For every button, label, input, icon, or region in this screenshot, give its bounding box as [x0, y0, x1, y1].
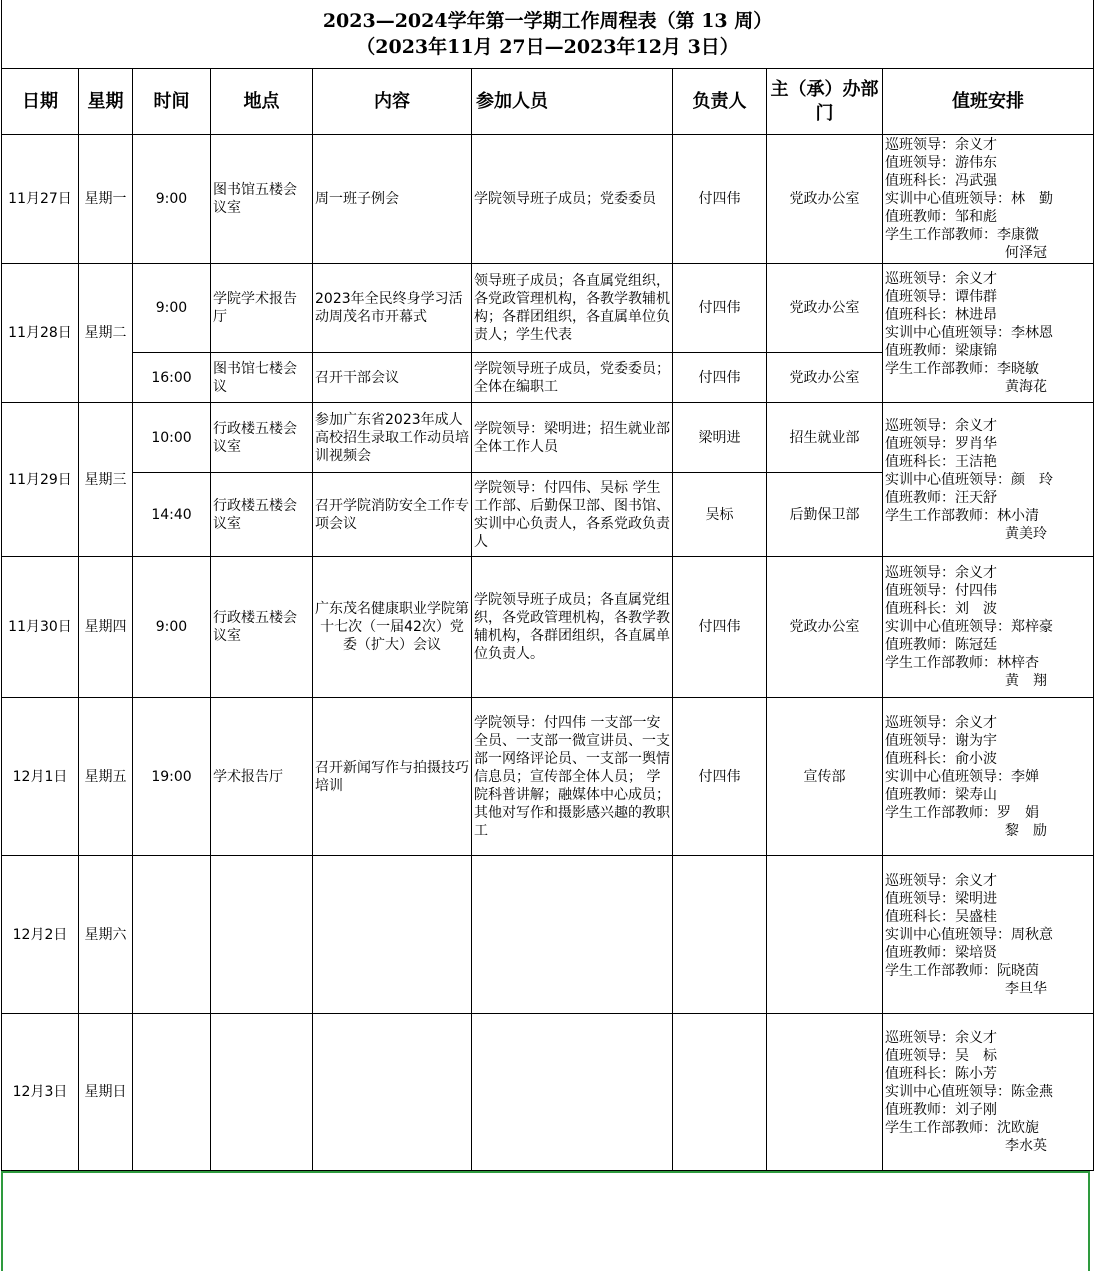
- duty-cell[interactable]: [883, 698, 1094, 856]
- owner-cell[interactable]: 付四伟: [673, 353, 767, 403]
- owner-cell[interactable]: [673, 1014, 767, 1171]
- time-cell[interactable]: 9:00: [133, 557, 211, 698]
- location-cell[interactable]: 行政楼五楼会议室: [211, 557, 313, 698]
- duty-line: 学生工作部教师：林小清: [885, 507, 1039, 524]
- duty-line: 学生工作部教师：沈欧旎: [885, 1120, 1039, 1136]
- owner-cell[interactable]: 吴标: [673, 473, 767, 557]
- duty-line: 实训中心值班领导：林 勤: [885, 191, 1053, 207]
- header-owner: 负责人: [673, 69, 767, 135]
- duty-line: 值班科长：林进昂: [885, 307, 997, 323]
- duty-line: 值班教师：梁寿山: [885, 786, 997, 803]
- duty-line: 学生工作部教师：李康微: [885, 227, 1039, 243]
- location-cell[interactable]: 图书馆七楼会议: [211, 353, 313, 403]
- participants-cell[interactable]: 学院领导：梁明进；招生就业部全体工作人员: [472, 403, 673, 473]
- schedule-title: 2023—2024学年第一学期工作周程表（第 13 周）: [322, 10, 773, 32]
- header-location: 地点: [211, 69, 313, 135]
- duty-cell[interactable]: [883, 403, 1094, 557]
- date-cell[interactable]: 12月1日: [2, 698, 79, 856]
- duty-line: 巡班领导：余义才: [885, 417, 997, 434]
- duty-line: 值班科长：陈小芳: [885, 1066, 997, 1082]
- date-cell[interactable]: 11月27日: [2, 135, 79, 264]
- header-department: 主（承）办部门: [767, 69, 883, 135]
- table-row: [2, 698, 1094, 856]
- duty-line: 值班科长：冯武强: [885, 173, 997, 189]
- location-cell[interactable]: [211, 1014, 313, 1171]
- location-cell[interactable]: 行政楼五楼会议室: [211, 473, 313, 557]
- duty-line: 值班教师：邹和彪: [885, 209, 997, 225]
- time-cell[interactable]: 16:00: [133, 353, 211, 403]
- location-cell[interactable]: [211, 856, 313, 1014]
- table-row: [2, 1014, 1094, 1171]
- duty-line: 学生工作部教师：罗 娟: [885, 804, 1039, 821]
- duty-line: 学生工作部教师：林梓杏: [885, 655, 1039, 671]
- content-cell[interactable]: 召开新闻写作与拍摄技巧培训: [313, 698, 472, 856]
- participants-cell[interactable]: 学院领导班子成员，党委委员；全体在编职工: [472, 353, 673, 403]
- duty-line: 值班科长：刘 波: [885, 601, 997, 617]
- header-participants: 参加人员: [472, 69, 673, 135]
- time-cell[interactable]: 9:00: [133, 264, 211, 353]
- owner-cell[interactable]: [673, 856, 767, 1014]
- duty-line: 值班领导：谭伟群: [885, 289, 997, 305]
- duty-line: 值班教师：汪天舒: [885, 489, 997, 506]
- participants-cell[interactable]: [472, 1014, 673, 1171]
- duty-line: 值班领导：罗肖华: [885, 435, 997, 452]
- weekday-cell[interactable]: 星期二: [79, 264, 133, 403]
- duty-cell[interactable]: [883, 856, 1094, 1014]
- duty-line: 巡班领导：余义才: [885, 271, 997, 287]
- duty-line: 值班领导：谢为宇: [885, 732, 997, 749]
- participants-cell[interactable]: 学院领导：付四伟 一支部一安全员、一支部一微宣讲员、一支部一网络评论员、一支部一舆情信息员；宣传部全体人员； 学院科普讲解；融媒体中心成员；其他对写作和摄影感兴趣的教职工: [472, 698, 673, 856]
- duty-cell[interactable]: [883, 1014, 1094, 1171]
- duty-line-extra-teacher: 黄 翔: [1005, 673, 1047, 689]
- participants-cell[interactable]: 学院领导：付四伟、吴标 学生工作部、后勤保卫部、图书馆、实训中心负责人，各系党政负责人: [472, 473, 673, 557]
- department-cell[interactable]: 党政办公室: [767, 353, 883, 403]
- title-row: [2, 0, 1094, 69]
- location-cell[interactable]: 学术报告厅: [211, 698, 313, 856]
- duty-line: 实训中心值班领导：陈金燕: [885, 1084, 1053, 1100]
- duty-cell[interactable]: [883, 135, 1094, 264]
- date-cell[interactable]: 11月29日: [2, 403, 79, 557]
- department-cell[interactable]: [767, 856, 883, 1014]
- table-row: [2, 135, 1094, 264]
- weekday-cell[interactable]: 星期四: [79, 557, 133, 698]
- owner-cell[interactable]: 付四伟: [673, 698, 767, 856]
- content-cell[interactable]: [313, 856, 472, 1014]
- department-cell[interactable]: 后勤保卫部: [767, 473, 883, 557]
- participants-cell[interactable]: 学院领导班子成员；各直属党组织，各党政管理机构，各教学教辅机构，各群团组织，各直属单位负责人。: [472, 557, 673, 698]
- duty-cell[interactable]: [883, 264, 1094, 403]
- time-cell[interactable]: 19:00: [133, 698, 211, 856]
- location-cell[interactable]: 行政楼五楼会议室: [211, 403, 313, 473]
- duty-line: 值班教师：梁康锦: [885, 343, 997, 359]
- date-cell[interactable]: 11月28日: [2, 264, 79, 403]
- title-cell: [2, 0, 1094, 69]
- duty-line: 实训中心值班领导：周秋意: [885, 926, 1053, 943]
- location-cell[interactable]: 学院学术报告厅: [211, 264, 313, 353]
- duty-line: 值班教师：梁培贤: [885, 944, 997, 961]
- weekly-schedule-table: [1, 0, 1094, 1171]
- content-cell[interactable]: 广东茂名健康职业学院第十七次（一届42次）党委（扩大）会议: [313, 557, 472, 698]
- participants-cell[interactable]: 领导班子成员；各直属党组织，各党政管理机构，各教学教辅机构；各群团组织，各直属单位负责人；学生代表: [472, 264, 673, 353]
- duty-line: 巡班领导：余义才: [885, 1030, 997, 1046]
- duty-line: 值班教师：刘子刚: [885, 1102, 997, 1118]
- weekday-cell[interactable]: 星期一: [79, 135, 133, 264]
- schedule-date-range: （2023年11月 27日—2023年12月 3日）: [356, 36, 739, 58]
- duty-line-extra-teacher: 黎 励: [1005, 822, 1047, 839]
- department-cell[interactable]: 招生就业部: [767, 403, 883, 473]
- table-row: [2, 264, 1094, 353]
- content-cell[interactable]: 周一班子例会: [313, 135, 472, 264]
- header-weekday: 星期: [79, 69, 133, 135]
- weekday-cell[interactable]: 星期五: [79, 698, 133, 856]
- content-cell[interactable]: 2023年全民终身学习活动周茂名市开幕式: [313, 264, 472, 353]
- duty-line: 巡班领导：余义才: [885, 714, 997, 731]
- duty-line: 值班领导：游伟东: [885, 155, 997, 171]
- owner-cell[interactable]: 付四伟: [673, 264, 767, 353]
- duty-line: 值班领导：吴 标: [885, 1048, 997, 1064]
- table-row: [2, 557, 1094, 698]
- participants-cell[interactable]: [472, 856, 673, 1014]
- duty-line-extra-teacher: 李水英: [1005, 1138, 1047, 1154]
- participants-cell[interactable]: 学院领导班子成员；党委委员: [472, 135, 673, 264]
- table-row: [2, 403, 1094, 473]
- owner-cell[interactable]: 付四伟: [673, 557, 767, 698]
- duty-cell[interactable]: [883, 557, 1094, 698]
- header-duty: 值班安排: [883, 69, 1094, 135]
- duty-line: 值班领导：梁明进: [885, 890, 997, 907]
- duty-line-extra-teacher: 黄海花: [1005, 379, 1047, 395]
- duty-line: 值班领导：付四伟: [885, 583, 997, 599]
- duty-line-extra-teacher: 何泽冠: [1005, 245, 1047, 261]
- time-cell[interactable]: [133, 856, 211, 1014]
- time-cell[interactable]: 14:40: [133, 473, 211, 557]
- time-cell[interactable]: [133, 1014, 211, 1171]
- header-row: [2, 69, 1094, 135]
- duty-line-extra-teacher: 黄美玲: [1005, 525, 1047, 542]
- duty-line: 学生工作部教师：阮晓茵: [885, 962, 1039, 979]
- date-cell[interactable]: 12月3日: [2, 1014, 79, 1171]
- time-cell[interactable]: 10:00: [133, 403, 211, 473]
- duty-line-extra-teacher: 李旦华: [1005, 980, 1047, 997]
- location-cell[interactable]: 图书馆五楼会议室: [211, 135, 313, 264]
- department-cell[interactable]: 宣传部: [767, 698, 883, 856]
- header-content: 内容: [313, 69, 472, 135]
- date-cell[interactable]: 11月30日: [2, 557, 79, 698]
- department-cell[interactable]: 党政办公室: [767, 135, 883, 264]
- content-cell[interactable]: 召开学院消防安全工作专项会议: [313, 473, 472, 557]
- department-cell[interactable]: 党政办公室: [767, 264, 883, 353]
- duty-line: 实训中心值班领导：李林恩: [885, 325, 1053, 341]
- duty-line: 实训中心值班领导：郑梓豪: [885, 619, 1053, 635]
- content-cell[interactable]: 参加广东省2023年成人高校招生录取工作动员培训视频会: [313, 403, 472, 473]
- owner-cell[interactable]: 付四伟: [673, 135, 767, 264]
- duty-line: 值班教师：陈冠廷: [885, 637, 997, 653]
- weekday-cell[interactable]: 星期六: [79, 856, 133, 1014]
- duty-line: 巡班领导：余义才: [885, 872, 997, 889]
- department-cell[interactable]: 党政办公室: [767, 557, 883, 698]
- empty-selection-area[interactable]: [1, 1171, 1090, 1271]
- duty-line: 实训中心值班领导：李婵: [885, 768, 1039, 785]
- duty-line: 值班科长：俞小波: [885, 750, 997, 767]
- duty-line: 巡班领导：余义才: [885, 565, 997, 581]
- content-cell[interactable]: 召开干部会议: [313, 353, 472, 403]
- weekday-cell[interactable]: 星期三: [79, 403, 133, 557]
- table-row: [2, 856, 1094, 1014]
- duty-line: 学生工作部教师：李晓敏: [885, 361, 1039, 377]
- content-cell[interactable]: [313, 1014, 472, 1171]
- date-cell[interactable]: 12月2日: [2, 856, 79, 1014]
- header-date: 日期: [2, 69, 79, 135]
- weekday-cell[interactable]: 星期日: [79, 1014, 133, 1171]
- header-time: 时间: [133, 69, 211, 135]
- department-cell[interactable]: [767, 1014, 883, 1171]
- duty-line: 值班科长：吴盛桂: [885, 908, 997, 925]
- duty-line: 巡班领导：余义才: [885, 137, 997, 153]
- owner-cell[interactable]: 梁明进: [673, 403, 767, 473]
- duty-line: 值班科长：王洁艳: [885, 453, 997, 470]
- time-cell[interactable]: 9:00: [133, 135, 211, 264]
- duty-line: 实训中心值班领导：颜 玲: [885, 471, 1053, 488]
